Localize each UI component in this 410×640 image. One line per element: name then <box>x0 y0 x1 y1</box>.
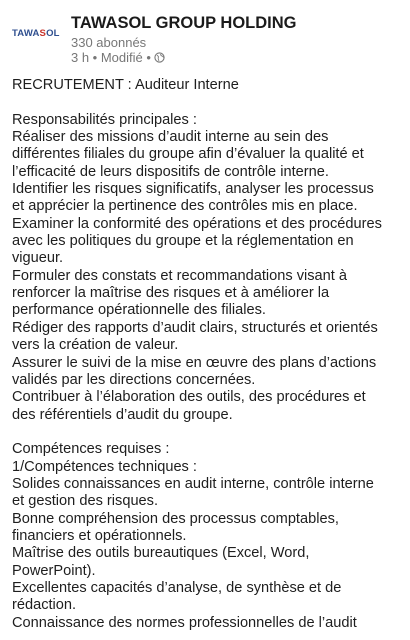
post-text-line: performance opérationnelle des filiales. <box>12 302 266 319</box>
follower-count: 330 abonnés <box>71 35 147 50</box>
post-text-line: Contribuer à l’élaboration des outils, des procédures et <box>12 389 366 406</box>
post-text-line: PowerPoint). <box>12 562 96 579</box>
blank-line <box>12 94 404 111</box>
post-text-line: Rédiger des rapports d’audit clairs, structurés et orientés <box>12 319 378 336</box>
post-text-line: Formuler des constats et recommandations visant à <box>12 267 347 284</box>
post-text-line: renforcer la maîtrise des risques et à améliorer la <box>12 285 330 302</box>
post-header <box>0 0 410 70</box>
logo-text-accent: S <box>39 28 47 39</box>
post-text-line: Maîtrise des outils bureautiques (Excel, Word, <box>12 545 310 562</box>
post-text-line: des référentiels d’audit du groupe. <box>12 406 233 423</box>
post-text <box>12 77 404 632</box>
post-text-line: validés par les directions concernées. <box>12 371 256 388</box>
logo-text-end: OL <box>46 28 60 39</box>
post-text-line: RECRUTEMENT : Auditeur Interne <box>12 77 239 93</box>
post-text-line: et apprécier la pertinence des contrôles mis en place. <box>12 198 358 215</box>
post-meta <box>71 50 165 65</box>
logo-text-main: TAWA <box>12 28 40 39</box>
post-text-line: Compétences requises : <box>12 441 170 458</box>
globe-icon <box>154 52 165 63</box>
blank-line <box>12 424 404 441</box>
post-text-line: financiers et opérationnels. <box>12 527 187 544</box>
post-text-line: Réaliser des missions d’audit interne au sein des <box>12 129 329 146</box>
post-text-line: Solides connaissances en audit interne, contrôle interne <box>12 475 374 492</box>
post-text-line: l’efficacité de leurs dispositifs de contrôle interne. <box>12 163 329 180</box>
company-logo[interactable] <box>12 28 64 46</box>
post-text-line: Bonne compréhension des processus comptables, <box>12 510 339 527</box>
post-text-line: Connaissance des normes professionnelles de l’audit <box>12 614 357 631</box>
post-text-line: 1/Compétences techniques : <box>12 458 197 475</box>
post-text-line: Excellentes capacités d’analyse, de synthèse et de <box>12 579 342 596</box>
post-meta-text: 3 h • Modifié • <box>71 50 151 65</box>
company-name[interactable]: TAWASOL GROUP HOLDING <box>71 14 297 32</box>
post-text-line: vigueur. <box>12 250 64 267</box>
post-text-line: avec les politiques du groupe et la réglementation en <box>12 233 354 250</box>
post-text-line: Examiner la conformité des opérations et des procédures <box>12 215 382 232</box>
post-text-line: Assurer le suivi de la mise en œuvre des plans d’actions <box>12 354 377 371</box>
post-text-line: Identifier les risques significatifs, analyser les processus <box>12 181 374 198</box>
post-text-line: vers la création de valeur. <box>12 337 179 354</box>
post-text-line: Responsabilités principales : <box>12 111 197 128</box>
post-text-line: rédaction. <box>12 597 77 614</box>
post-text-line: et gestion des risques. <box>12 493 159 510</box>
post-text-line: différentes filiales du groupe afin d’évaluer la qualité et <box>12 146 364 163</box>
